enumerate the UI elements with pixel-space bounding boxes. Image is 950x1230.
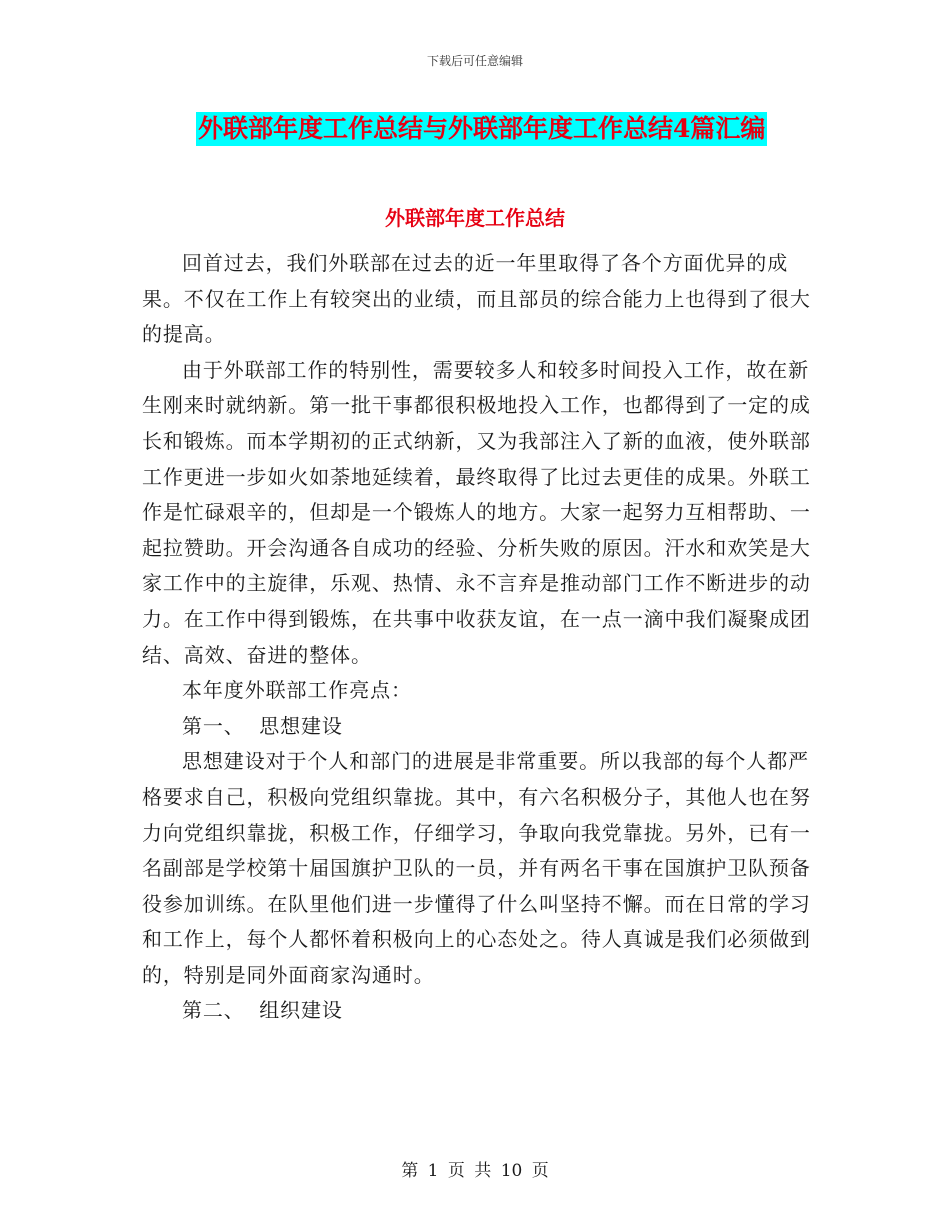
document-body — [142, 246, 812, 1029]
heading-organizational-building: 第二、 组织建设 — [182, 998, 343, 1023]
section-title: 外联部年度工作总结 — [385, 206, 565, 230]
header-note: 下载后可任意编辑 — [426, 54, 523, 68]
heading-ideological-building: 第一、 思想建设 — [182, 713, 343, 738]
paragraph-ideological-building: 思想建设对于个人和部门的进展是非常重要。所以我部的每个人都严格要求自己，积极向党组织靠拢。其中，有六名积极分子，其他人也在努力向党组织靠拢，积极工作，仔细学习，争取向我党靠拢。另外，已有一名副部是学校第十届国旗护卫队的一员，并有两名干事在国旗护卫队预备役参加训练。在队里他们进一步懂得了什么叫坚持不懈。而在日常的学习和工作上，每个人都怀着积极向上的心态处之。待人真诚是我们必须做到的，特别是同外面商家沟通时。 — [142, 749, 811, 987]
paragraph-highlights-heading: 本年度外联部工作亮点： — [182, 678, 412, 703]
paragraph-review: 回首过去，我们外联部在过去的近一年里取得了各个方面优异的成果。不仅在工作上有较突出的业绩，而且部员的综合能力上也得到了很大的提高。 — [142, 251, 811, 347]
paragraph-recruitment: 由于外联部工作的特别性，需要较多人和较多时间投入工作，故在新生刚来时就纳新。第一批干事都很积极地投入工作，也都得到了一定的成长和锻炼。而本学期初的正式纳新，又为我部注入了新的血液，使外联部工作更进一步如火如荼地延续着，最终取得了比过去更佳的成果。外联工作是忙碌艰辛的，但却是一个锻炼人的地方。大家一起努力互相帮助、一起拉赞助。开会沟通各自成功的经验、分析失败的原因。汗水和欢笑是大家工作中的主旋律，乐观、热情、永不言弃是推动部门工作不断进步的动力。在工作中得到锻炼，在共事中收获友谊，在一点一滴中我们凝聚成团结、高效、奋进的整体。 — [142, 357, 811, 667]
page-number: 第 1 页 共 10 页 — [401, 1161, 549, 1181]
document-title: 外联部年度工作总结与外联部年度工作总结4篇汇编 — [196, 112, 767, 146]
